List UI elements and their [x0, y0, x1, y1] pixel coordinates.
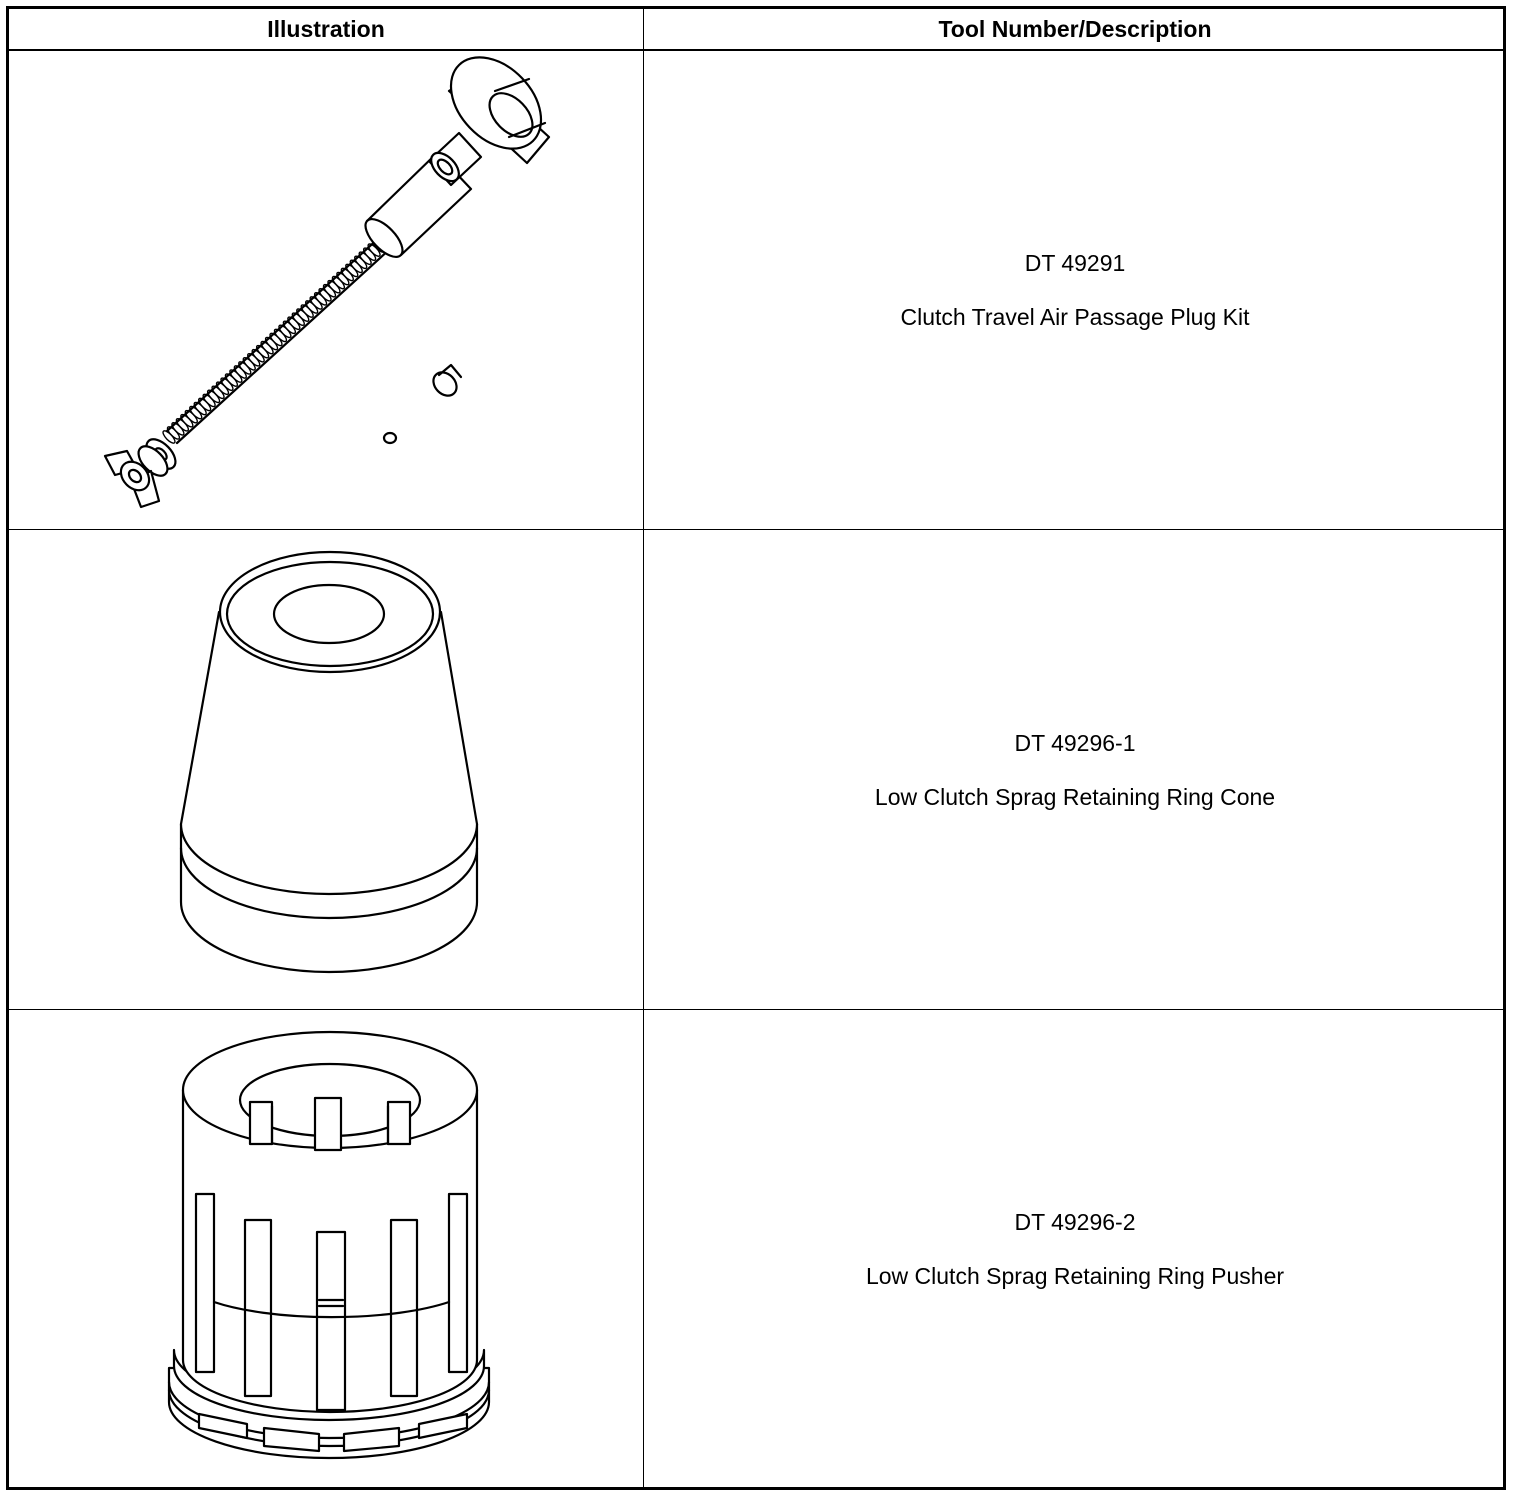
row-1-description-cell: [644, 51, 1506, 529]
tool-table: [6, 6, 1506, 1490]
header-illustration: Illustration: [267, 16, 385, 42]
threaded-rod: [161, 234, 391, 445]
tool-description: Low Clutch Sprag Retaining Ring Cone: [874, 783, 1276, 810]
retaining-ring-cone-illustration: [9, 530, 643, 1009]
tool-number: DT 49296-2: [1014, 1208, 1136, 1235]
row-2-description-cell: [644, 530, 1506, 1009]
row-3-description-cell: [644, 1010, 1506, 1487]
tool-number: DT 49296-1: [1014, 729, 1136, 756]
retaining-ring-pusher-illustration: [9, 1010, 643, 1487]
tool-description: Clutch Travel Air Passage Plug Kit: [900, 304, 1250, 330]
tool-number: DT 49291: [1024, 250, 1126, 276]
air-passage-plug-kit-illustration: [9, 51, 643, 529]
tool-description: Low Clutch Sprag Retaining Ring Pusher: [865, 1262, 1285, 1289]
header-tool-number-description: Tool Number/Description: [938, 16, 1212, 42]
